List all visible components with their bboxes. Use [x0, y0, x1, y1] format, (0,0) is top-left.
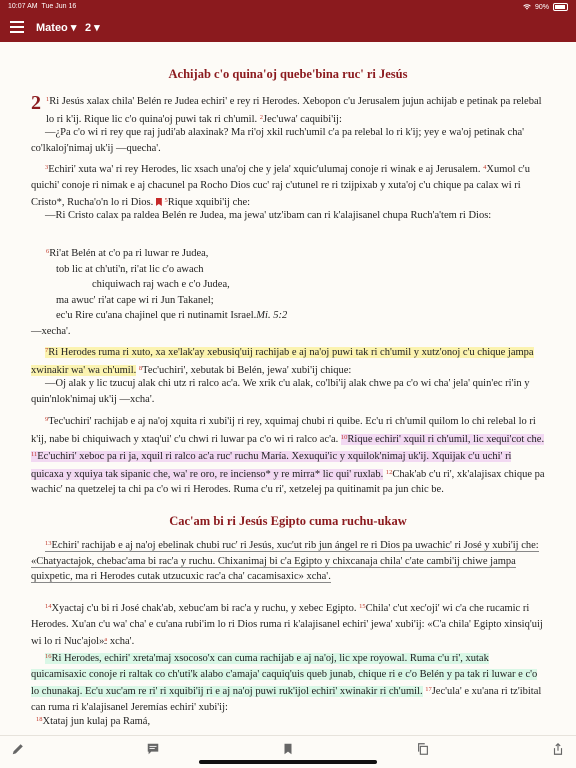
verse-number[interactable]: 2 [259, 113, 263, 121]
status-right [523, 3, 568, 11]
verse-number[interactable]: 16 [45, 653, 52, 660]
verse-text[interactable]: Chak'ab c'u ri', xk'alajisax chique pa wachic' na quetzelej ta chi pa c'o wi ri Herodes. Ruma c'u ri', xetzelej pa quitinamit pa jun chic be. [31, 468, 545, 495]
verse-number[interactable]: 17 [425, 686, 432, 693]
paragraph-v5b [31, 208, 546, 224]
verse-number[interactable]: 7 [45, 347, 49, 354]
battery-icon [553, 3, 568, 11]
paragraph-v2b [31, 125, 546, 156]
verse-number[interactable]: 4 [483, 164, 487, 171]
poem-text: Ri'at Belén at c'o pa ri luwar re Judea, [49, 248, 209, 259]
verse-text[interactable]: —xecha'. [31, 326, 71, 337]
bottom-toolbar [0, 735, 576, 768]
verse-number[interactable]: 12 [385, 468, 393, 476]
verse-text[interactable]: —¿Pa c'o wi ri rey que raj judi'ab alaxinak? Ma ri'oj xkil ruch'umil c'a pa relebal lo ri k'ij; yey e wa'oj petinak cha' co'lkaloj'nimaj uk'ij —quecha'. [31, 127, 525, 154]
verse-number[interactable]: 6 [46, 248, 50, 255]
paragraph-v14 [31, 599, 546, 650]
chapter-selector[interactable]: 2 ▾ [85, 22, 100, 34]
section-heading: Cac'am bi ri Jesús Egipto cuma ruchu-ukaw [169, 514, 407, 528]
verse-text[interactable]: Ri Herodes, echiri' xreta'maj xsocoso'x can cuma rachijab e aj na'oj, lic xpe royowal. Ruma c'u ri', xutak quicamisaxic conoje ri raltak co ch'uti'k alabo c'amaja' caquiq'uis queb junab, chique ri e c'o Belén y pa tak ri luwar e c'o lo chunakaj. Ec'u xuc'am re ri' ri xquibi'ij ri e aj na'oj puwi ruk'ijol echiri' xwinakir ri ch'umil. [31, 653, 538, 697]
verse-number[interactable]: 15 [359, 603, 366, 610]
verse-number[interactable]: 18 [36, 716, 43, 723]
paragraph-v1 [31, 92, 546, 127]
poem-line[interactable] [46, 293, 287, 309]
verse-text[interactable]: Tec'uchiri' rachijab e aj na'oj xquita ri xubi'ij ri rey, xquimaj chubi ri quibe. Ec'u ri ch'umil quilom lo chi relebal lo ri k'ij, nabe bi chiquiwach y xtaq'ui' c'u chwi ri luwar pa c'o wi ri ralco ac'a. [31, 416, 536, 445]
verse-text[interactable]: Ri Herodes ruma ri xuto, xa xe'lak'ay xebusiq'uij rachijab e aj na'oj puwi tak ri ch'umil y xutz'onoj c'u chique jampa xwinakir wa' wa ch'umil. [31, 347, 534, 376]
home-indicator [199, 760, 377, 764]
pencil-icon[interactable] [11, 742, 25, 756]
verse-number[interactable]: 9 [45, 416, 49, 423]
bookmark-icon[interactable] [281, 742, 295, 756]
footnote-link[interactable]: a [104, 636, 108, 643]
status-time-date [8, 3, 76, 10]
verse-text[interactable]: Ri Jesús xalax chila' Belén re Judea echiri' e rey ri Herodes. Xebopon c'u Jerusalem jujun achijab e petinak pa relebal lo ri k'ij. Rique lic c'o quina'oj puwi tak ri ch'umil. [46, 96, 542, 125]
verse-text[interactable]: Jec'uwa' caquibi'ij: [263, 113, 342, 125]
verse-text[interactable]: xcha'. [107, 636, 135, 647]
poem-text: ec'u Rire cu'ana chajinel que ri nutinamit Israel. [56, 310, 257, 321]
book-selector[interactable]: Mateo ▾ [36, 22, 77, 34]
reading-pane[interactable] [0, 42, 576, 736]
poem-text: chiquiwach raj wach e c'o Judea, [92, 279, 230, 290]
poem-line[interactable] [46, 244, 287, 262]
menu-icon[interactable] [10, 21, 24, 33]
paragraph-v18 [36, 712, 551, 730]
poem-line[interactable] [46, 277, 287, 293]
verse-text[interactable]: Xumol c'u quichi' conoje ri nimak e aj chacunel pa Rocho Dios cuc' raj c'utunel re ri tzijpixab y xuta'oj c'u chique pa calax wi ri Cristo*, Rucha'o'n lo ri Dios. [31, 164, 530, 208]
verse-text[interactable]: Rique xquibi'ij che: [167, 197, 251, 208]
verse-text[interactable]: Echiri' rachijab e aj na'oj ebelinak chubi ruc' ri Jesús, xuc'ut rib jun ángel re ri Dios pa uwachic' ri José y xubi'ij che: «Chatyactajok, chebac'ama bi rac'a y ruchu. Chixanimaj bi c'a Egipto y chixcanaja chila' c'ate cambi'ij chiwe jampa quixpetic, ma ri Herodes cutak utzucuxic rac'a cha' cacamisaxic» xcha'. [31, 540, 539, 582]
verse-text[interactable]: Tec'uchiri', xebutak bi Belén, jewa' xubi'ij chique: [142, 364, 352, 376]
copy-icon[interactable] [416, 742, 430, 756]
status-bar [0, 0, 576, 14]
verse-text[interactable]: Echiri' xuta wa' ri rey Herodes, lic xsach una'oj che y jela' xquic'ulumaj conoje ri winak e aj Jerusalem. [48, 164, 481, 175]
paragraph-v16 [31, 649, 546, 715]
battery-percent: 90% [534, 3, 549, 11]
paragraph-v3 [31, 160, 546, 211]
share-icon[interactable] [551, 742, 565, 756]
verse-number[interactable]: 8 [138, 364, 143, 372]
verse-number[interactable]: 10 [340, 433, 348, 441]
verse-text[interactable]: Rique echiri' xquil ri ch'umil, lic xequi'cot che. [347, 433, 545, 445]
poem-text: tob lic at ch'uti'n, ri'at lic c'o awach [56, 263, 204, 275]
verse-text[interactable]: Ec'uchiri' xeboc pa ri ja, xquil ri ralco ac'a ruc' ruchu María. Xexuqui'ic y xquilok'nimaj uk'ij. Xquijak c'u uchi' ri quicaxa y xquiya tak sipanic che, wa' re oro, re incienso* y re mirra* lic qui' ruxlab. [31, 451, 512, 480]
paragraph-v9 [31, 412, 546, 498]
paragraph-v6b [31, 324, 546, 340]
nav-bar [0, 14, 576, 42]
poem-text: ma awuc' ri'at cape wi ri Jun Takanel; [56, 294, 214, 306]
verse-text[interactable]: Xtataj jun kulaj pa Ramá, [42, 716, 151, 727]
verse-number[interactable]: 1 [46, 96, 50, 103]
verse-text[interactable]: —Ri Cristo calax pa raldea Belén re Judea, ma jewa' utz'ibam can ri k'alajisanel chupa Ruch'a'tem ri Dios: [45, 210, 492, 221]
verse-number[interactable]: 5 [164, 197, 168, 204]
verse-text[interactable]: Jec'ula' e xu'ana ri tz'ibital can ruma ri k'alajisanel Jeremías echiri' xubi'ij: [31, 686, 542, 713]
section-heading: Achijab c'o quina'oj quebe'bina ruc' ri Jesús [168, 67, 408, 81]
chapter-number: 2 [31, 92, 41, 114]
bookmark-icon[interactable] [156, 198, 162, 206]
comment-icon[interactable] [146, 742, 160, 756]
status-date: Tue Jun 16 [41, 3, 77, 10]
verse-number[interactable]: 3 [45, 164, 49, 171]
underlined-verse[interactable] [31, 540, 539, 583]
poem-line[interactable] [46, 262, 287, 278]
poem-line[interactable] [46, 308, 287, 324]
verse-number[interactable]: 14 [45, 603, 52, 610]
verse-number[interactable]: 11 [31, 451, 38, 458]
status-time: 10:07 AM [8, 3, 38, 10]
verse-text[interactable]: Chila' c'ut xec'oji' wi c'a che rucamic ri Herodes. Xu'an c'u wa' cha' e cu'ana rubi'im lo ri Dios ruma ri k'alajisanel echiri' jewa' xubi'ij: «C'a chila' Egipto xinsiq'uij wi lo ri Nuc'ajol» [31, 603, 543, 647]
verse-text[interactable]: —Oj alak y lic tzucuj alak chi utz ri ralco ac'a. We xrik c'u alak, co'lbi'ij alak chwe pa c'o wi cha' jela' quin'ec ri'in y quin'nlok'nimaj uk'ij —xcha'. [31, 378, 530, 405]
paragraph-v7 [31, 343, 546, 378]
poem-block [46, 244, 287, 324]
cross-reference[interactable]: Mi. 5:2 [256, 310, 288, 321]
wifi-icon [523, 4, 531, 10]
paragraph-v13 [31, 536, 546, 585]
verse-text[interactable]: Xyactaj c'u bi ri José chak'ab, xebuc'am bi rac'a y ruchu, y xebec Egipto. [51, 603, 357, 614]
paragraph-v8b [31, 376, 546, 407]
verse-number[interactable]: 13 [45, 540, 52, 547]
